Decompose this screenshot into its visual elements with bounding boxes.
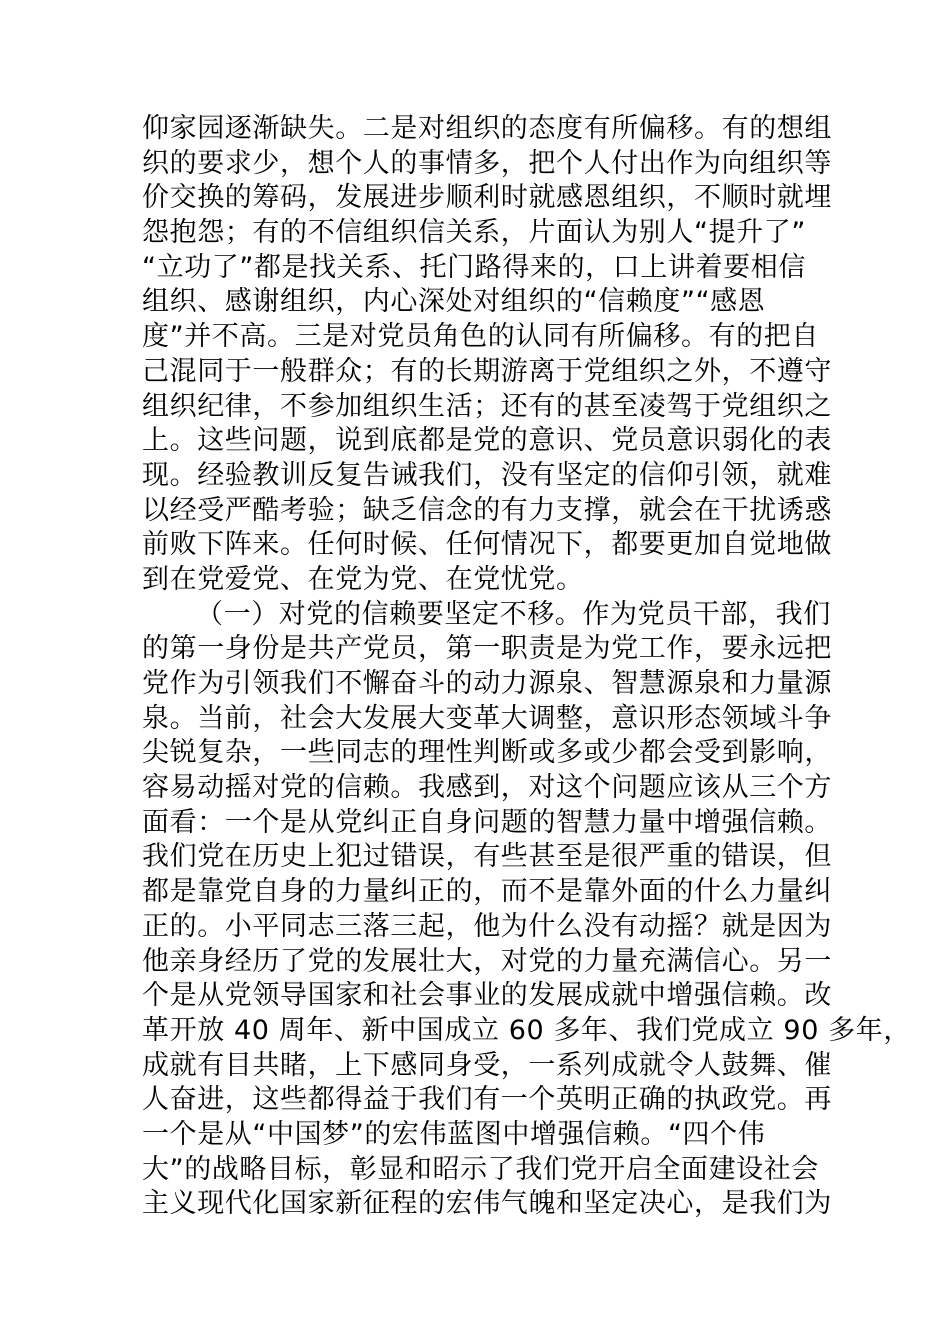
text-line: 面看：一个是从党纠正自身问题的智慧力量中增强信赖。	[142, 806, 832, 838]
text-line: 以经受严酷考验；缺乏信念的有力支撑，就会在干扰诱惑	[142, 494, 832, 526]
text-line: 组织、感谢组织，内心深处对组织的“信赖度”“感恩	[142, 286, 766, 318]
text-line: 个是从党领导国家和社会事业的发展成就中增强信赖。改	[142, 980, 832, 1012]
text-line: 前败下阵来。任何时候、任何情况下，都要更加自觉地做	[142, 529, 832, 561]
text-line: “立功了”都是找关系、托门路得来的，口上讲着要相信	[142, 251, 806, 283]
text-line: 我们党在历史上犯过错误，有些甚至是很严重的错误，但	[142, 841, 832, 873]
text-line: 上。这些问题，说到底都是党的意识、党员意识弱化的表	[142, 425, 832, 457]
text-line: 仰家园逐渐缺失。二是对组织的态度有所偏移。有的想组	[142, 113, 832, 144]
text-line: 主义现代化国家新征程的宏伟气魄和坚定决心，是我们为	[142, 1188, 832, 1220]
text-line: 泉。当前，社会大发展大变革大调整，意识形态领域斗争	[142, 702, 832, 734]
text-line: 他亲身经历了党的发展壮大，对党的力量充满信心。另一	[142, 945, 832, 977]
text-line: 尖锐复杂，一些同志的理性判断或多或少都会受到影响，	[142, 737, 832, 769]
text-line: 都是靠党自身的力量纠正的，而不是靠外面的什么力量纠	[142, 876, 832, 908]
section-heading-line: （一）对党的信赖要坚定不移。作为党员干部，我们	[196, 598, 831, 630]
body-text	[142, 112, 911, 1222]
text-line: 一个是从“中国梦”的宏伟蓝图中增强信赖。“四个伟	[142, 1118, 766, 1150]
text-line: 容易动摇对党的信赖。我感到，对这个问题应该从三个方	[142, 772, 832, 804]
text-line: 怨抱怨；有的不信组织信关系，片面认为别人“提升了”	[142, 217, 806, 249]
text-line: 大”的战略目标，彰显和昭示了我们党开启全面建设社会	[142, 1153, 819, 1185]
text-line: 党作为引领我们不懈奋斗的动力源泉、智慧源泉和力量源	[142, 668, 832, 699]
text-line: 价交换的筹码，发展进步顺利时就感恩组织，不顺时就埋	[142, 182, 832, 214]
text-line: 成就有目共睹，上下感同身受，一系列成就令人鼓舞、催	[142, 1049, 832, 1081]
text-line: 现。经验教训反复告诫我们，没有坚定的信仰引领，就难	[142, 459, 832, 491]
text-line: 组织纪律，不参加组织生活；还有的甚至凌驾于党组织之	[142, 390, 832, 422]
text-line: 织的要求少，想个人的事情多，把个人付出作为向组织等	[142, 147, 832, 179]
text-line: 人奋进，这些都得益于我们有一个英明正确的执政党。再	[142, 1084, 832, 1116]
text-line: 度”并不高。三是对党员角色的认同有所偏移。有的把自	[142, 321, 819, 353]
text-line: 到在党爱党、在党为党、在党忧党。	[142, 563, 584, 595]
text-line: 革开放 40 周年、新中国成立 60 多年、我们党成立 90 多年，	[142, 1014, 911, 1046]
text-line: 的第一身份是共产党员，第一职责是为党工作，要永远把	[142, 633, 832, 665]
text-line: 正的。小平同志三落三起，他为什么没有动摇？就是因为	[142, 910, 832, 942]
text-line: 己混同于一般群众；有的长期游离于党组织之外，不遵守	[142, 355, 832, 387]
